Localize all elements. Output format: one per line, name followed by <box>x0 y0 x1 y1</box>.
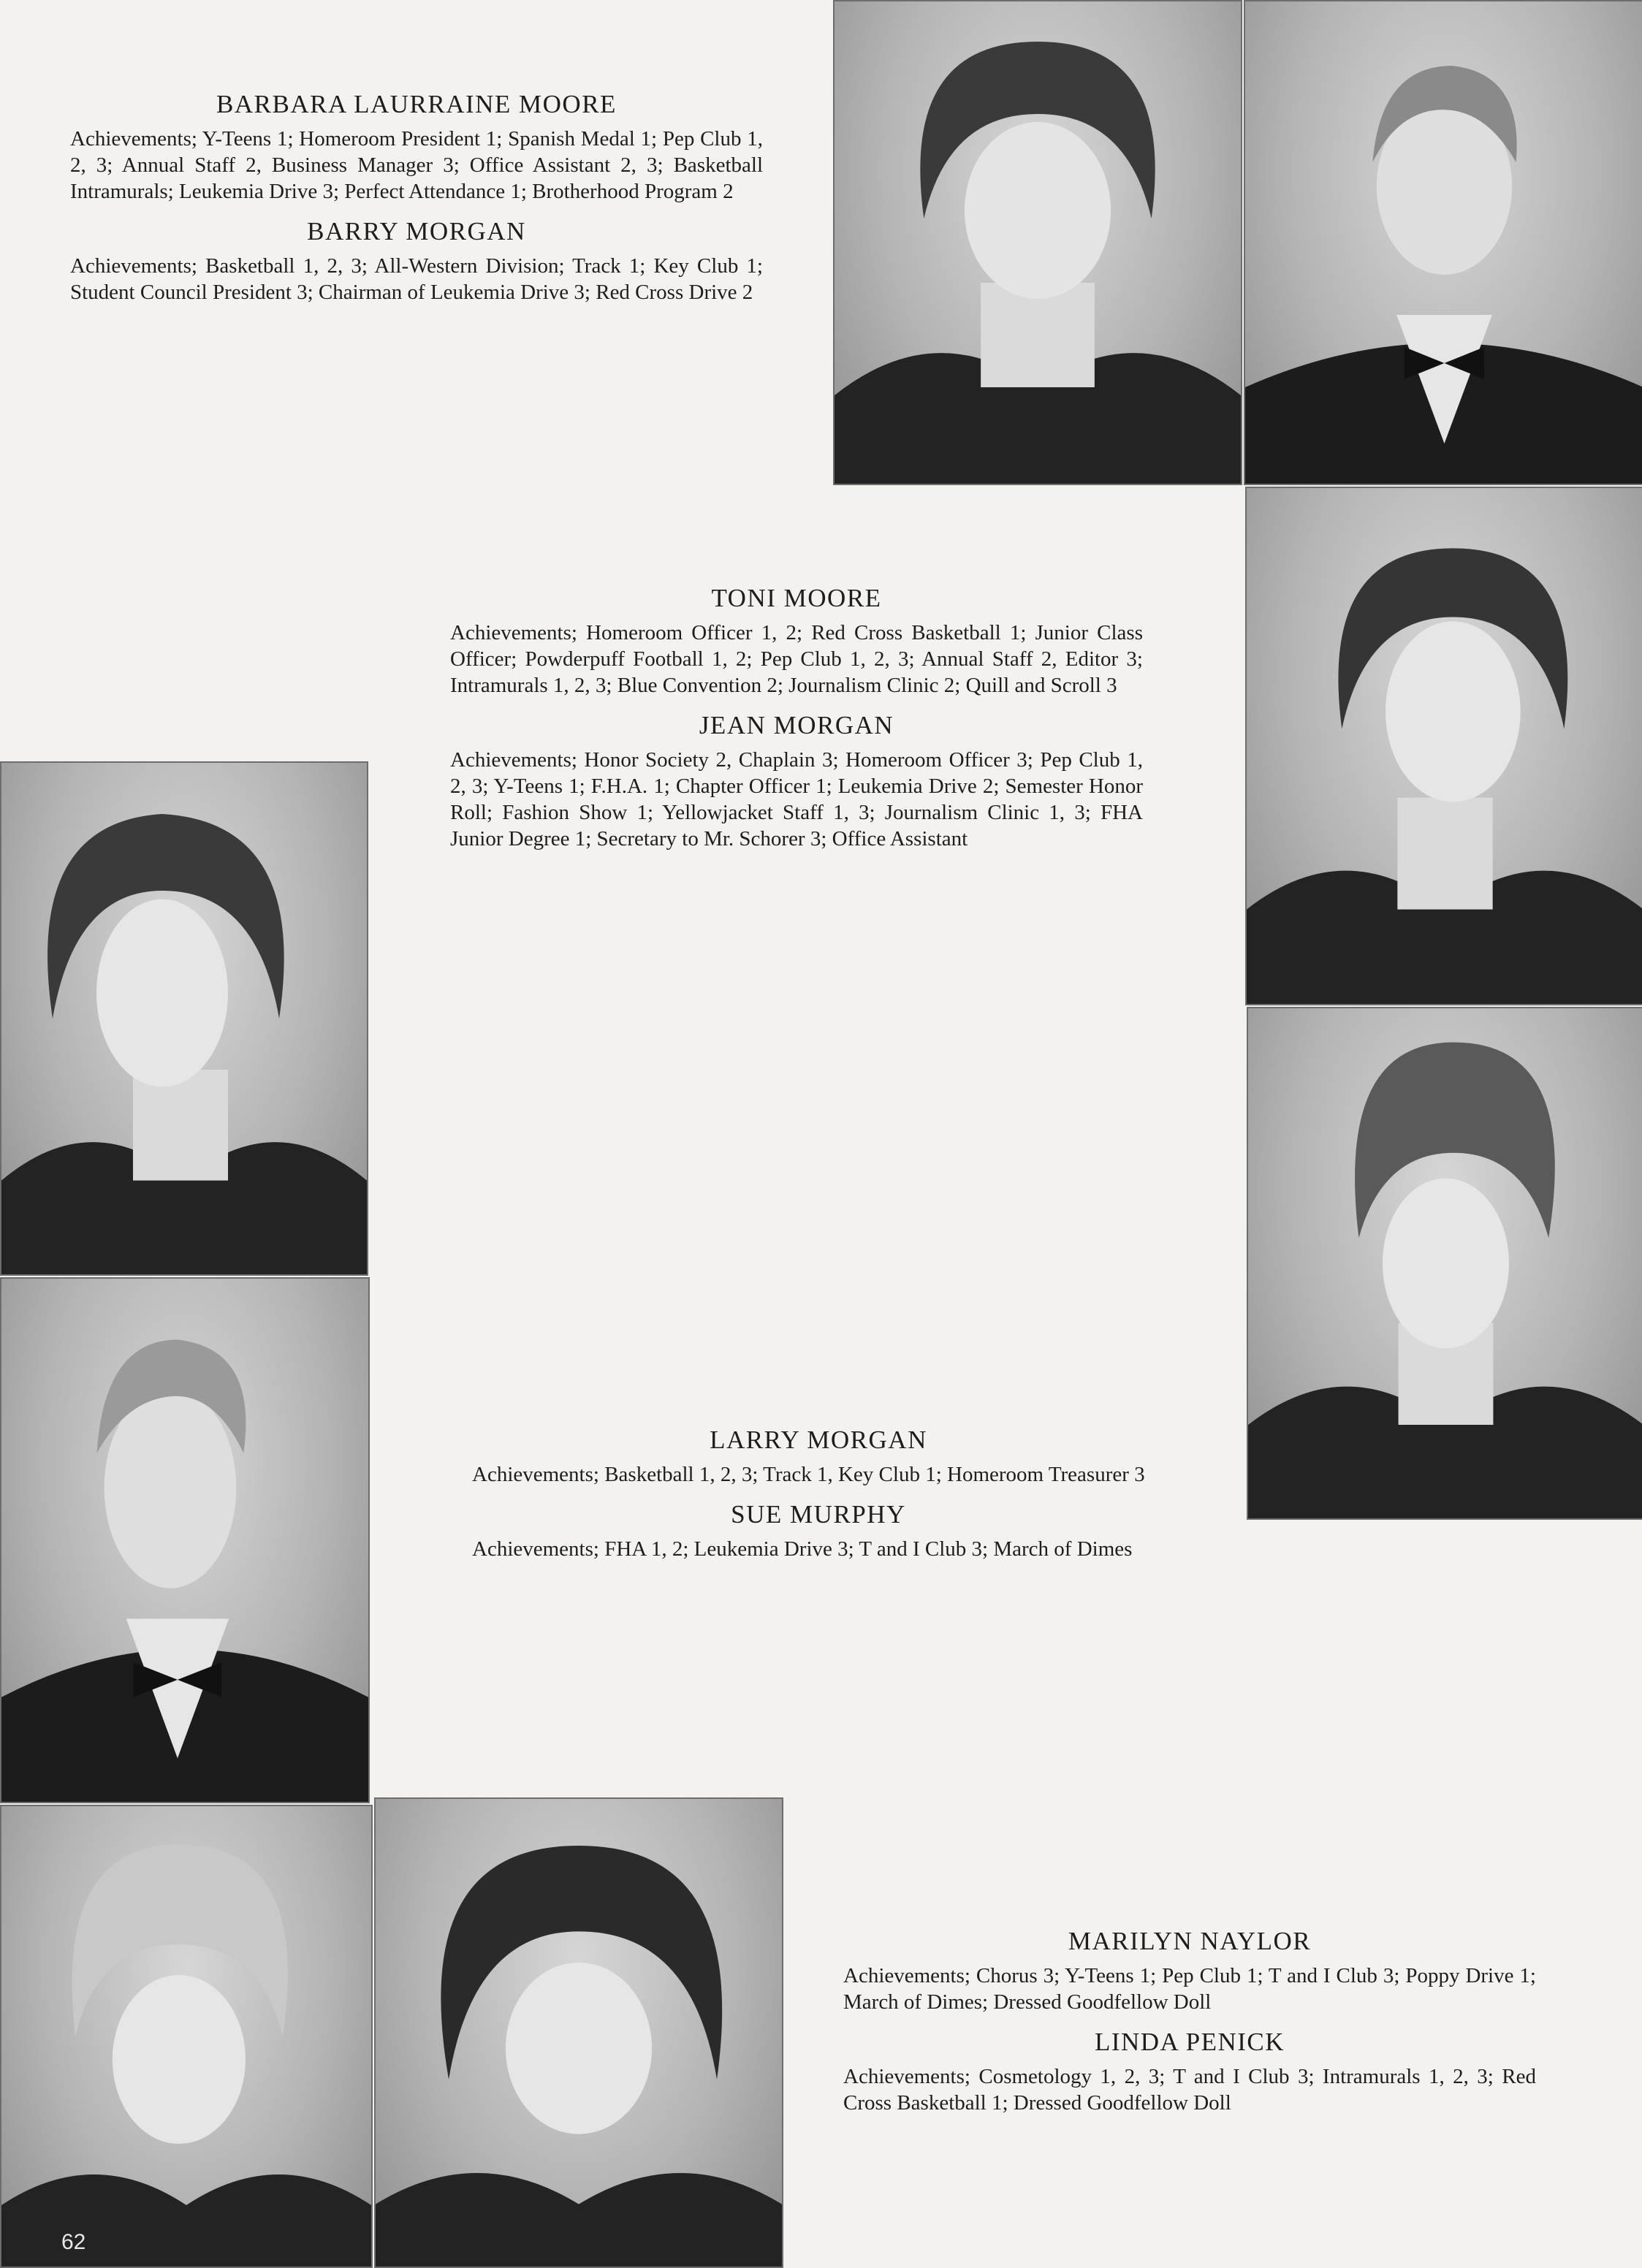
portrait-photo <box>1244 0 1642 485</box>
student-name: LARRY MORGAN <box>710 1426 927 1454</box>
student-achievements: Achievements; Y-Teens 1; Homeroom President 1; Spanish Medal 1; Pep Club 1, 2, 3; Annual Staff 2, Business Manager 3; Office Assistant 2, 3; Basketball Intramurals; Leukemia Drive 3; Perfect Attendance 1; Brotherhood Program 2 <box>70 127 763 203</box>
student-achievements: Achievements; Homeroom Officer 1, 2; Red Cross Basketball 1; Junior Class Officer; Powderpuff Football 1, 2; Pep Club 1, 2, 3; Annual Staff 2, Editor 3; Intramurals 1, 2, 3; Blue Convention 2; Journalism Clinic 2; Quill and Scroll 3 <box>450 621 1143 697</box>
bio-block <box>70 89 763 317</box>
portrait-photo <box>374 1797 783 2268</box>
student-achievements: Achievements; FHA 1, 2; Leukemia Drive 3; T and I Club 3; March of Dimes <box>472 1537 1133 1561</box>
portrait-photo <box>0 1805 373 2268</box>
student-name: LINDA PENICK <box>1094 2028 1285 2056</box>
bio-block <box>843 1926 1536 2128</box>
student-name: TONI MOORE <box>711 584 882 612</box>
page-number: 62 <box>61 2230 86 2254</box>
student-name: BARBARA LAURRAINE MOORE <box>216 90 617 118</box>
bio-block <box>472 1425 1165 1574</box>
student-achievements: Achievements; Cosmetology 1, 2, 3; T and I Club 3; Intramurals 1, 2, 3; Red Cross Basketball 1; Dressed Goodfellow Doll <box>843 2065 1536 2115</box>
student-name: SUE MURPHY <box>731 1500 906 1529</box>
student-name: MARILYN NAYLOR <box>1068 1927 1312 1955</box>
portrait-photo <box>0 1277 370 1803</box>
portrait-photo <box>1245 487 1642 1005</box>
portrait-photo <box>1247 1007 1642 1520</box>
student-achievements: Achievements; Honor Society 2, Chaplain 3; Homeroom Officer 3; Pep Club 1, 2, 3; Y-Teens 1; F.H.A. 1; Chapter Officer 1; Leukemia Drive 2; Semester Honor Roll; Fashion Show 1; Yellowjacket Staff 1, 3; Journalism Clinic 1, 3; FHA Junior Degree 1; Secretary to Mr. Schorer 3; Office Assistant <box>450 748 1143 850</box>
student-achievements: Achievements; Basketball 1, 2, 3; Track 1, Key Club 1; Homeroom Treasurer 3 <box>472 1463 1145 1486</box>
student-name: BARRY MORGAN <box>307 217 526 246</box>
student-achievements: Achievements; Chorus 3; Y-Teens 1; Pep Club 1; T and I Club 3; Poppy Drive 1; March of Dimes; Dressed Goodfellow Doll <box>843 1964 1536 2014</box>
portrait-photo <box>0 761 368 1276</box>
student-achievements: Achievements; Basketball 1, 2, 3; All-Western Division; Track 1; Key Club 1; Student Council President 3; Chairman of Leukemia Drive 3; Red Cross Drive 2 <box>70 254 763 304</box>
student-name: JEAN MORGAN <box>699 711 894 739</box>
portrait-photo <box>833 0 1242 485</box>
bio-block <box>450 583 1143 864</box>
